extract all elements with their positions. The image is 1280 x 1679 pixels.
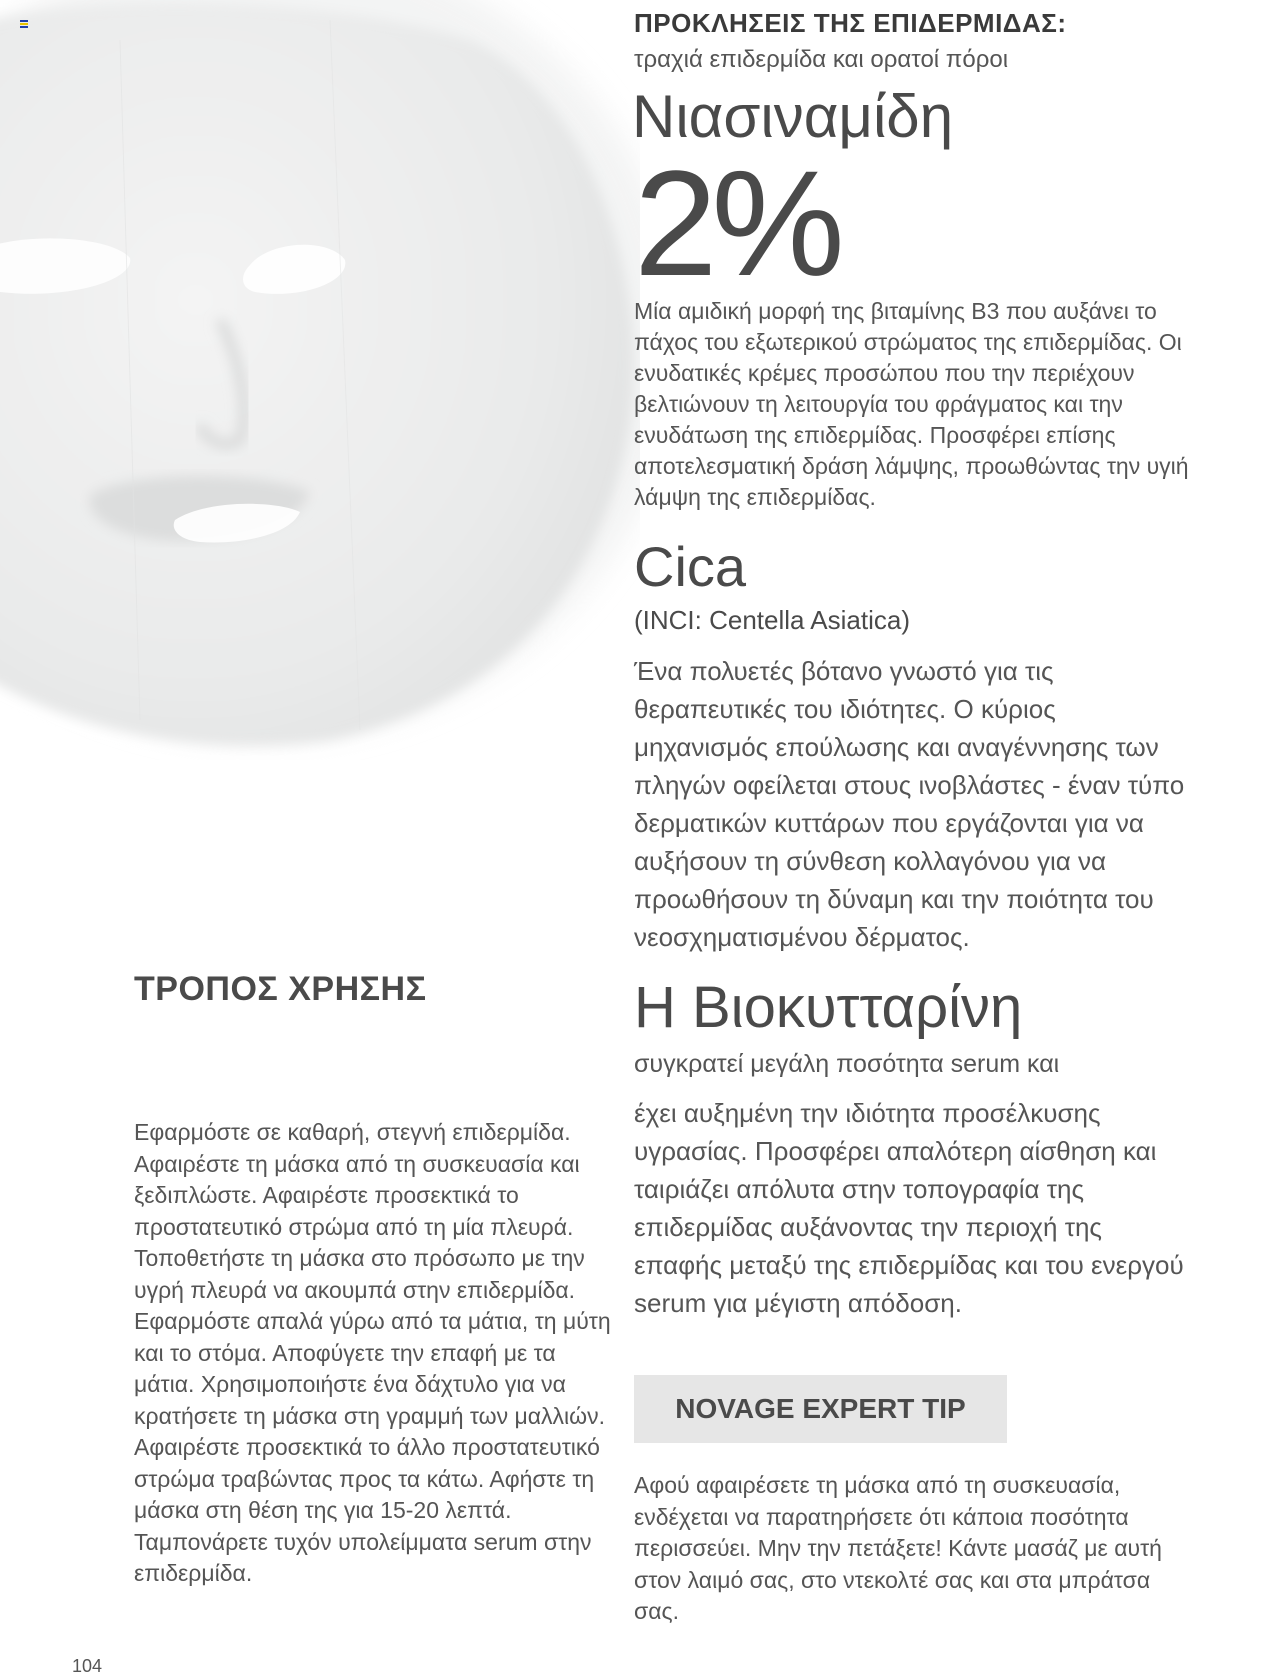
- menu-line-top: [20, 20, 28, 22]
- cica-title: Cica: [634, 535, 747, 598]
- biocellulose-subtitle: συγκρατεί μεγάλη ποσότητα serum και: [634, 1050, 1060, 1078]
- hamburger-icon[interactable]: [20, 20, 28, 26]
- cica-inci: (INCI: Centella Asiatica): [634, 605, 910, 635]
- skin-challenges-label: ΠΡΟΚΛΗΣΕΙΣ ΤΗΣ ΕΠΙΔΕΡΜΙΔΑΣ:: [634, 8, 1067, 38]
- niacinamide-title: Νιασιναμίδη: [632, 83, 954, 150]
- niacinamide-percentage: 2%: [634, 139, 839, 307]
- sheet-mask-image: [0, 0, 640, 760]
- niacinamide-description: Μία αμιδική μορφή της βιταμίνης Β3 που αυξάνει το πάχος του εξωτερικού στρώματος της επιδερμίδας. Οι ενυδατικές κρέμες προσώπου που την περιέχουν βελτιώνουν τη λειτουργία του φράγματος και την ενυδάτωση της επιδερμίδας. Προσφέρει επίσης αποτελεσματική δράση λάμψης, προωθώντας την υγιή λάμψη της επιδερμίδας.: [634, 298, 1189, 510]
- biocellulose-title: Η Βιοκυτταρίνη: [634, 975, 1023, 1040]
- menu-line-middle: [20, 23, 28, 25]
- expert-tip-label: NOVAGE EXPERT TIP: [675, 1393, 966, 1424]
- expert-tip-box: [634, 1375, 1007, 1443]
- menu-line-bottom: [20, 26, 28, 28]
- biocellulose-description: έχει αυξημένη την ιδιότητα προσέλκυσης υγρασίας. Προσφέρει απαλότερη αίσθηση και ταιριάζει απόλυτα στην τοπογραφία της επιδερμίδας αυξάνοντας την περιοχή της επαφής μεταξύ της επιδερμίδας και του ενεργού serum για μέγιστη απόδοση.: [634, 1098, 1184, 1318]
- usage-title: ΤΡΟΠΟΣ ΧΡΗΣΗΣ: [134, 970, 427, 1008]
- page-number: 104: [72, 1656, 103, 1676]
- cica-description: Ένα πολυετές βότανο γνωστό για τις θεραπευτικές του ιδιότητες. Ο κύριος μηχανισμός επούλωσης και αναγέννησης των πληγών οφείλεται στους ινοβλάστες - έναν τύπο δερματικών κυττάρων που εργάζονται για να αυξήσουν τη σύνθεση κολλαγόνου για να προωθήσουν τη δύναμη και την ποιότητα του νεοσχηματισμένου δέρματος.: [634, 656, 1185, 952]
- usage-description: Εφαρμόστε σε καθαρή, στεγνή επιδερμίδα. Αφαιρέστε τη μάσκα από τη συσκευασία και ξεδιπλώστε. Αφαιρέστε προσεκτικά το προστατευτικό στρώμα από τη μία πλευρά. Τοποθετήστε τη μάσκα στο πρόσωπο με την υγρή πλευρά να ακουμπά στην επιδερμίδα. Εφαρμόστε απαλά γύρω από τα μάτια, τη μύτη και το στόμα. Αποφύγετε την επαφή με τα μάτια. Χρησιμοποιήστε ένα δάχτυλο για να κρατήσετε τη μάσκα στη γραμμή των μαλλιών. Αφαιρέστε προσεκτικά το άλλο προστατευτικό στρώμα τραβώντας προς τα κάτω. Αφήστε τη μάσκα στη θέση της για 15-20 λεπτά. Ταμπονάρετε τυχόν υπολείμματα serum στην επιδερμίδα.: [134, 1119, 611, 1586]
- expert-tip-description: Αφού αφαιρέσετε τη μάσκα από τη συσκευασία, ενδέχεται να παρατηρήσετε ότι κάποια ποσότητα περισσεύει. Μην την πετάξετε! Κάντε μασάζ με αυτή στον λαιμό σας, στο ντεκολτέ σας και στα μπράτσα σας.: [634, 1472, 1162, 1624]
- skin-challenges-value: τραχιά επιδερμίδα και ορατοί πόροι: [634, 46, 1009, 73]
